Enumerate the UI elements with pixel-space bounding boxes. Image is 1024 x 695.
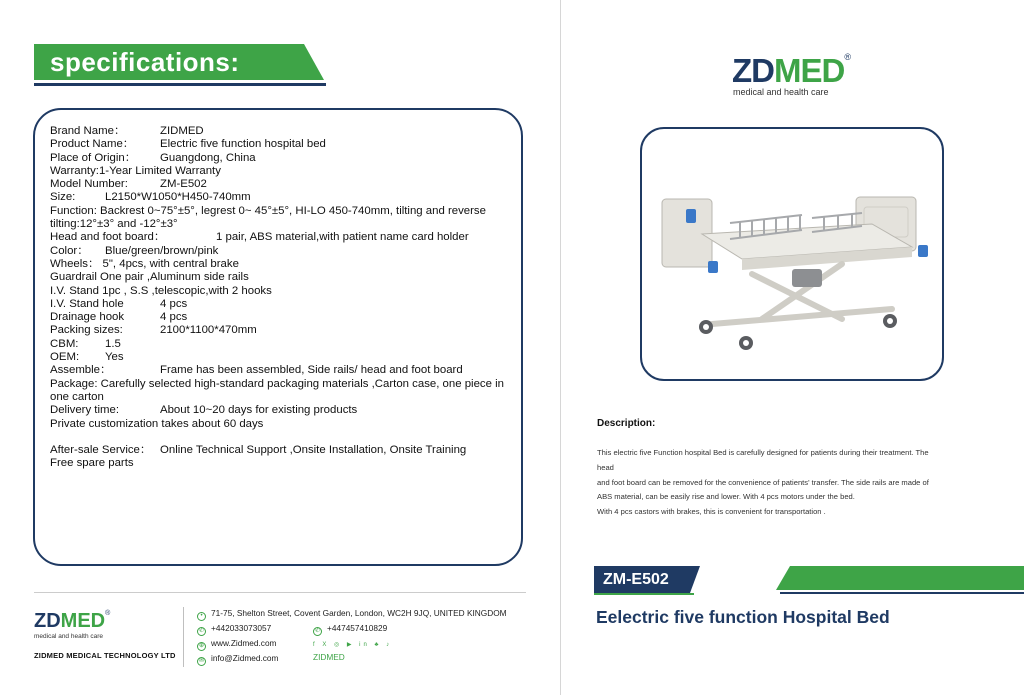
spec-color: Color： Blue/green/brown/pink (50, 244, 219, 257)
spec-assemble: Assemble： Frame has been assembled, Side rails/ head and foot board (50, 364, 463, 377)
spec-package: Package: Carefully selected high-standard packaging materials ,Carton case, one piece in one carton (50, 377, 504, 403)
footer-separator (183, 607, 184, 667)
spec-oem: OEM: Yes (50, 351, 124, 364)
location-icon: • (197, 612, 206, 621)
product-image-frame (640, 127, 944, 381)
model-number: ZM-E502 (603, 571, 669, 588)
description-line: With 4 pcs castors with brakes, this is convenient for transportation . (597, 507, 826, 517)
accent-bar (776, 566, 1024, 590)
footer-logo-tagline: medical and health care (34, 633, 104, 640)
spec-iv-hole: I.V. Stand hole 4 pcs (50, 297, 188, 310)
spec-model: Model Number: ZM-E502 (50, 178, 207, 191)
spec-iv-stand: I.V. Stand 1pc , S.S ,telescopic,with 2 hooks (50, 284, 272, 297)
specifications-underline (34, 83, 326, 86)
footer-social-icons[interactable]: f X ◎ ▶ in ♣ ♪ (313, 642, 393, 648)
header-logo: ZDMED® (732, 52, 850, 89)
description-line: head (597, 462, 614, 472)
spec-brand: Brand Name： ZIDMED (50, 125, 204, 137)
specifications-title: specifications: (50, 47, 240, 77)
whatsapp-icon: ✆ (314, 628, 321, 634)
spec-wheels: Wheels： 5", 4pcs, with central brake (50, 257, 239, 270)
description-line: and foot board can be removed for the convenience of patients' transfer. The side rails are made of (597, 477, 929, 487)
spec-origin: Place of Origin： Guangdong, China (50, 151, 256, 164)
description-title: Description: (597, 418, 656, 429)
footer-company-name: ZIDMED MEDICAL TECHNOLOGY LTD (34, 651, 176, 660)
footer-social-brand: ZIDMED (313, 652, 345, 662)
spec-drainage: Drainage hook 4 pcs (50, 311, 188, 324)
spec-packing: Packing sizes: 2100*1100*470mm (50, 324, 257, 337)
spec-cbm: CBM: 1.5 (50, 337, 121, 350)
description-line: This electric five Function hospital Bed is carefully designed for patients during their treatment. The (597, 448, 929, 457)
whatsapp-icon: ✆ (198, 628, 205, 634)
footer-phone-1: ✆ +442033073057 (198, 623, 272, 634)
spec-guardrail: Guardrail One pair ,Aluminum side rails (50, 271, 249, 284)
header-logo-tagline: medical and health care (733, 87, 829, 97)
spec-spare-parts: Free spare parts (50, 457, 134, 470)
spec-delivery: Delivery time: About 10~20 days for existing products (50, 404, 358, 417)
hospital-bed-image (642, 129, 944, 381)
footer-address: • 71-75, Shelton Street, Covent Garden, London, WC2H 9JQ, UNITED KINGDOM (197, 608, 507, 621)
footer-divider (34, 592, 526, 593)
footer-phone-2: ✆ +447457410829 (314, 623, 388, 634)
spec-function: Function: Backrest 0~75°±5°, legrest 0~ 45°±5°, HI-LO 450-740mm, tilting and reverse tilting:12°±3° and -12°±3° (50, 204, 486, 231)
footer-website[interactable]: ⊕ www.Zidmed.com (198, 638, 277, 649)
spec-warranty: Warranty:1-Year Limited Warranty (50, 164, 221, 177)
footer-logo: ZDMED® (34, 610, 111, 632)
spec-customization: Private customization takes about 60 days (50, 417, 264, 430)
spec-product: Product Name： Electric five function hospital bed (50, 138, 326, 151)
spec-board: Head and foot board： 1 pair, ABS material,with patient name card holder (50, 231, 469, 244)
spec-size: Size: L2150*W1050*H450-740mm (50, 191, 251, 204)
description-text (597, 446, 977, 520)
page-spine (560, 0, 561, 695)
mail-icon: ✉ (198, 658, 205, 664)
specifications-list (50, 125, 515, 470)
footer-email[interactable]: ✉ info@Zidmed.com (198, 653, 279, 664)
accent-bar-underline (780, 592, 1024, 594)
model-underline (594, 593, 694, 595)
description-line: ABS material, can be easily rise and lower. With 4 pcs motors under the bed. (597, 492, 855, 502)
spec-after-sale: After-sale Service： Online Technical Support ,Onsite Installation, Onsite Training (50, 443, 467, 456)
product-title: Eelectric five function Hospital Bed (596, 607, 890, 627)
globe-icon: ⊕ (198, 643, 205, 649)
